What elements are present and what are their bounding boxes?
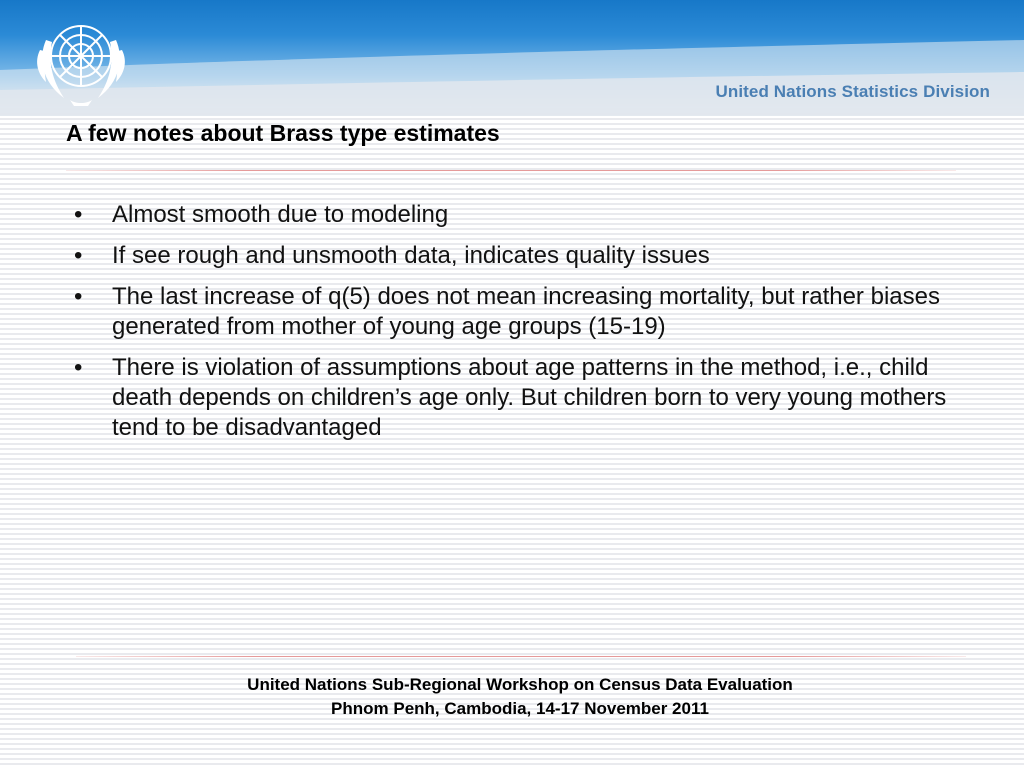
footer-location-line: Phnom Penh, Cambodia, 14-17 November 2011: [331, 699, 709, 718]
footer-divider: [76, 656, 966, 657]
bullet-text: There is violation of assumptions about age patterns in the method, i.e., child death depends on children’s age only. But children born to very young mothers tend to be disadvantaged: [112, 354, 947, 441]
bullet-glyph: •: [74, 201, 83, 228]
bullet-glyph: •: [74, 242, 83, 269]
bullet-item: [72, 241, 972, 271]
bullet-list: [72, 200, 972, 454]
bullet-glyph: •: [74, 283, 83, 310]
bullet-text: If see rough and unsmooth data, indicates quality issues: [112, 242, 710, 269]
header-banner: [0, 0, 1024, 116]
bullet-item: [72, 282, 972, 342]
bullet-glyph: •: [74, 354, 83, 381]
title-divider: [66, 170, 956, 171]
footer: [0, 673, 1024, 721]
bullet-item: [72, 353, 972, 443]
slide-title: A few notes about Brass type estimates: [66, 120, 500, 146]
un-emblem-icon: [30, 10, 132, 110]
bullet-item: [72, 200, 972, 230]
division-name: United Nations Statistics Division: [715, 82, 990, 101]
footer-workshop-line: United Nations Sub-Regional Workshop on Census Data Evaluation: [247, 675, 793, 694]
bullet-text: Almost smooth due to modeling: [112, 201, 449, 228]
bullet-text: The last increase of q(5) does not mean increasing mortality, but rather biases generated from mother of young age groups (15-19): [112, 283, 940, 340]
